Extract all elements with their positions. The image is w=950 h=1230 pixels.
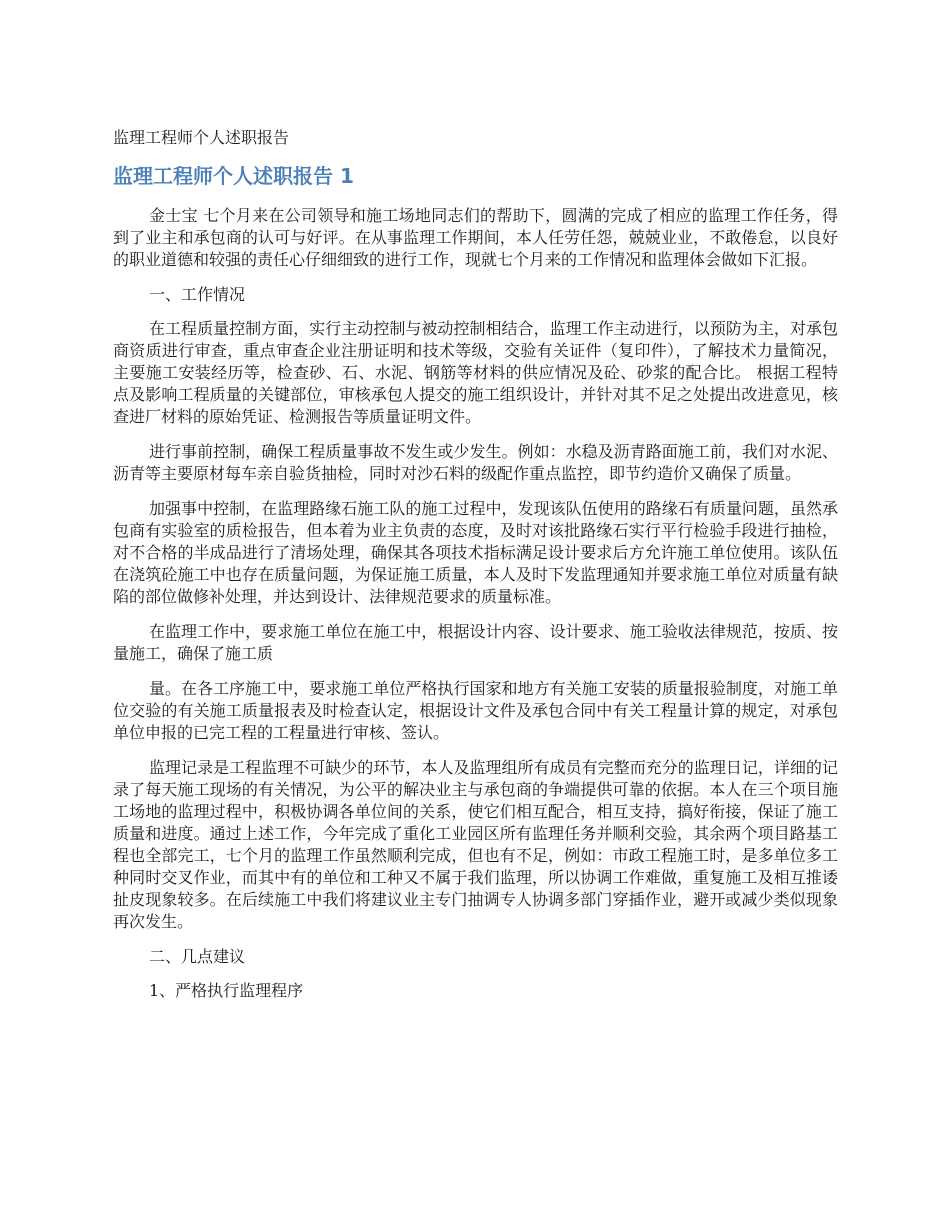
suggestion-item-1: 1、严格执行监理程序	[149, 981, 304, 1000]
paragraph-intro: 金士宝 七个月来在公司领导和施工场地同志们的帮助下，圆满的完成了相应的监理工作任务，得到了业主和承包商的认可与好评。在从事监理工作期间，本人任劳任怨，兢兢业业，不敢倦怠，以良好的职业道德和较强的责任心仔细细致的进行工作，现就七个月来的工作情况和监理体会做如下汇报。	[113, 206, 838, 269]
subheading-suggestions: 二、几点建议	[149, 947, 246, 966]
paragraph-pre-control: 进行事前控制，确保工程质量事故不发生或少发生。例如：水稳及沥青路面施工前，我们对水泥、沥青等主要原材每车亲自验货抽检，同时对沙石料的级配作重点监控，即节约造价又确保了质量。	[113, 442, 838, 483]
paragraph-quality-control: 在工程质量控制方面，实行主动控制与被动控制相结合，监理工作主动进行，以预防为主，对承包商资质进行审查，重点审查企业注册证明和技术等级，交验有关证件（复印件），了解技术力量简况，主要施工安装经历等，检查砂、石、水泥、钢筋等材料的供应情况及砼、砂浆的配合比。 根据工程特点及影响工程质量的关键部位，审核承包人提交的施工组织设计，并针对其不足之处提出改进意见，核查进厂材料的原始凭证、检测报告等质量证明文件。	[113, 319, 838, 426]
paragraph-in-process-control: 加强事中控制，在监理路缘石施工队的施工过程中，发现该队伍使用的路缘石有质量问题，虽然承包商有实验室的质检报告，但本着为业主负责的态度，及时对该批路缘石实行平行检验手段进行抽检，对不合格的半成品进行了清场处理，确保其各项技术指标满足设计要求后方允许施工单位使用。该队伍在浇筑砼施工中也存在质量问题，为保证施工质量，本人及时下发监理通知并要求施工单位对质量有缺陷的部位做修补处理，并达到设计、法律规范要求的质量标准。	[113, 499, 838, 606]
paragraph-supervision-records: 监理记录是工程监理不可缺少的环节，本人及监理组所有成员有完整而充分的监理日记，详细的记录了每天施工现场的有关情况，为公平的解决业主与承包商的争端提供可靠的依据。本人在三个项目施工场地的监理过程中，积极协调各单位间的关系，使它们相互配合，相互支持，搞好衔接，保证了施工质量和进度。通过上述工作，今年完成了重化工业园区所有监理任务并顺利交验，其余两个项目路基工程也全部完工，七个月的监理工作虽然顺利完成，但也有不足，例如：市政工程施工时，是多单位多工种同时交叉作业，而其中有的单位和工种又不属于我们监理，所以协调工作难做，重复施工及相互推诿扯皮现象较多。在后续施工中我们将建议业主专门抽调专人协调多部门穿插作业，避开或减少类似现象再次发生。	[113, 758, 838, 931]
paragraph-quality-inspection: 量。在各工序施工中，要求施工单位严格执行国家和地方有关施工安装的质量报验制度，对施工单位交验的有关施工质量报表及时检查认定，根据设计文件及承包合同中有关工程量计算的规定，对承包单位申报的已完工程的工程量进行审核、签认。	[113, 679, 838, 742]
subheading-work-status: 一、工作情况	[149, 285, 246, 304]
paragraph-supervision-requirements: 在监理工作中，要求施工单位在施工中，根据设计内容、设计要求、施工验收法律规范，按质、按量施工，确保了施工质	[113, 622, 838, 663]
document-body	[113, 205, 838, 1014]
section-heading: 监理工程师个人述职报告 1	[113, 164, 354, 188]
document-title: 监理工程师个人述职报告	[113, 128, 290, 147]
